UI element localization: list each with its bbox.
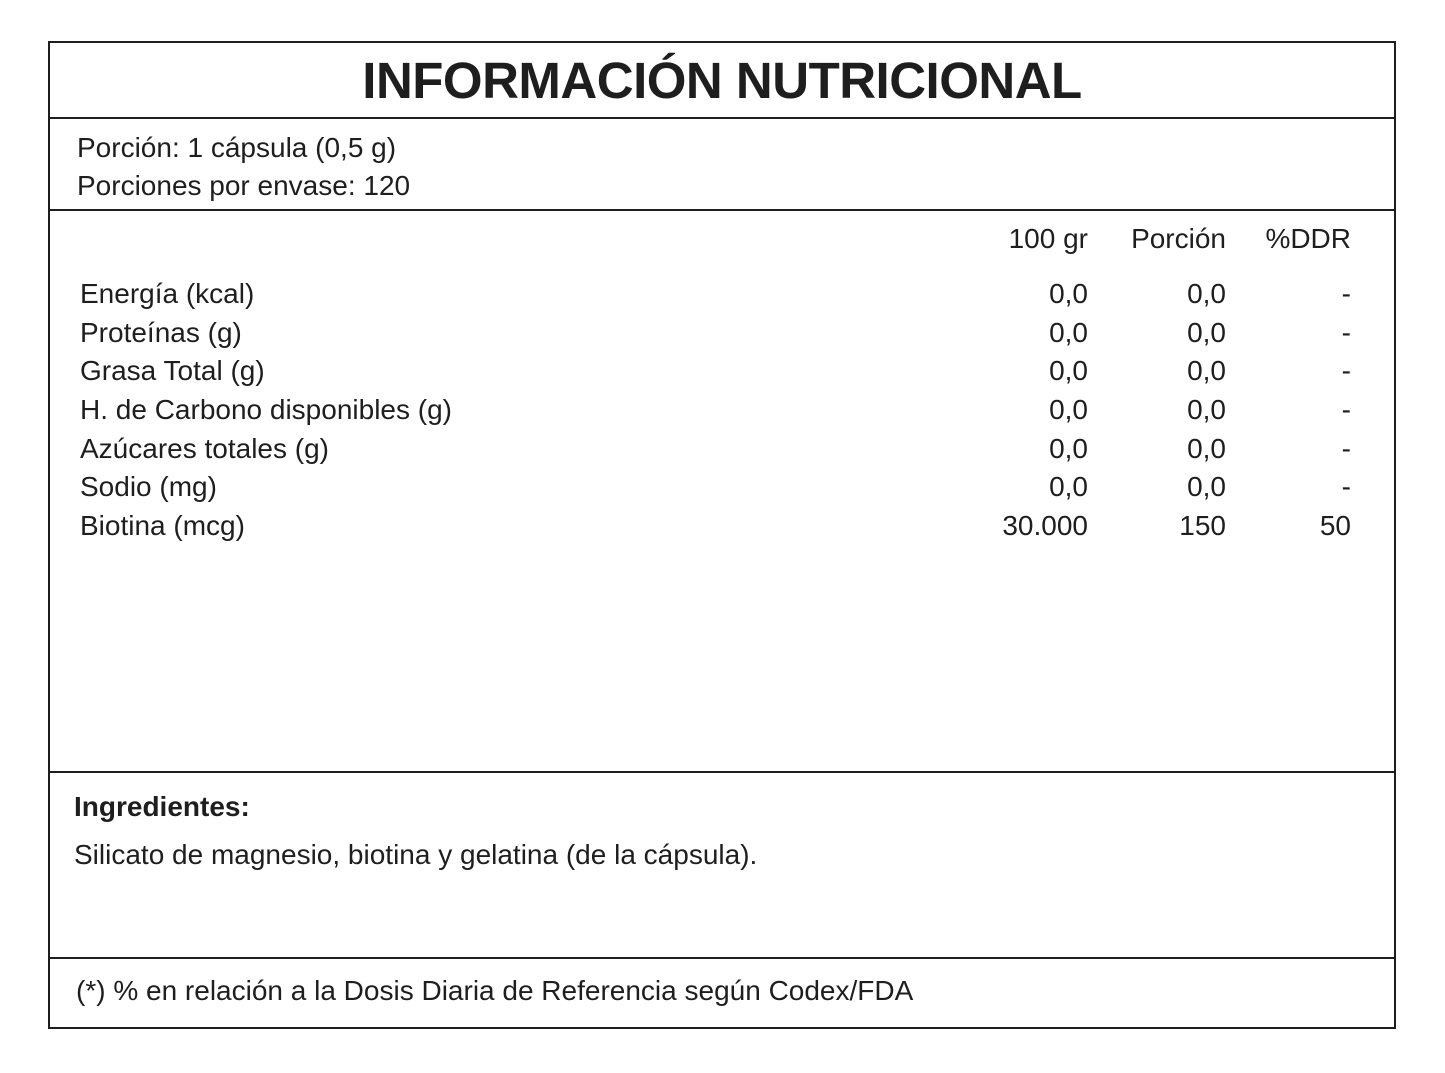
- nutrient-name: Sodio (mg): [80, 471, 217, 503]
- nutrient-value-100gr: 0,0: [1049, 471, 1088, 503]
- column-header-ddr: %DDR: [1265, 223, 1351, 254]
- nutrient-value-ddr: -: [1341, 278, 1351, 309]
- nutrient-value-ddr: -: [1341, 471, 1351, 503]
- ingredients-heading: Ingredientes:: [74, 791, 250, 822]
- nutrient-value-porcion: 150: [1179, 510, 1226, 542]
- nutrient-value-porcion: 0,0: [1187, 471, 1226, 503]
- label-title: INFORMACIÓN NUTRICIONAL: [362, 52, 1082, 109]
- nutrition-table: [50, 211, 1394, 773]
- column-header-100gr: 100 gr: [1008, 223, 1088, 254]
- serving-section: [50, 119, 1394, 211]
- nutrient-row-proteinas: [50, 314, 1394, 353]
- nutrient-value-ddr: -: [1341, 355, 1351, 387]
- nutrient-value-porcion: 0,0: [1187, 355, 1226, 387]
- ingredients-section: [50, 773, 1394, 959]
- nutrient-value-ddr: -: [1341, 316, 1351, 348]
- column-header-porcion: Porción: [1131, 223, 1226, 254]
- footnote-section: [50, 959, 1394, 1029]
- nutrient-name: Proteínas (g): [80, 316, 242, 348]
- servings-per-container: Porciones por envase: 120: [77, 170, 411, 201]
- nutrient-value-porcion: 0,0: [1187, 432, 1226, 464]
- nutrient-row-carbohidratos: [50, 391, 1394, 430]
- nutrient-name: Grasa Total (g): [80, 355, 265, 387]
- nutrient-name: Energía (kcal): [80, 278, 255, 309]
- nutrient-name: H. de Carbono disponibles (g): [80, 394, 452, 426]
- serving-size: Porción: 1 cápsula (0,5 g): [77, 132, 397, 163]
- nutrient-row-grasa-total: [50, 352, 1394, 391]
- nutrient-value-100gr: 0,0: [1049, 278, 1088, 309]
- nutrient-value-ddr: -: [1341, 394, 1351, 426]
- nutrient-value-porcion: 0,0: [1187, 394, 1226, 426]
- footnote-text: (*) % en relación a la Dosis Diaria de Referencia según Codex/FDA: [76, 975, 914, 1006]
- ingredients-text: Silicato de magnesio, biotina y gelatina (de la cápsula).: [74, 839, 758, 870]
- nutrient-value-100gr: 30.000: [1002, 510, 1088, 542]
- nutrient-row-biotina: [50, 507, 1394, 546]
- nutrient-row-sodio: [50, 468, 1394, 507]
- nutrient-rows: [50, 275, 1394, 546]
- nutrient-name: Biotina (mcg): [80, 510, 245, 542]
- nutrient-row-energia: [50, 275, 1394, 314]
- nutrient-value-ddr: 50: [1319, 510, 1351, 542]
- nutrient-name: Azúcares totales (g): [80, 432, 329, 464]
- nutrient-value-100gr: 0,0: [1049, 394, 1088, 426]
- nutrient-value-100gr: 0,0: [1049, 316, 1088, 348]
- nutrient-value-ddr: -: [1341, 432, 1351, 464]
- nutrition-label: [48, 41, 1396, 1029]
- title-section: [50, 43, 1394, 119]
- nutrient-value-porcion: 0,0: [1187, 316, 1226, 348]
- nutrient-value-100gr: 0,0: [1049, 355, 1088, 387]
- nutrient-value-porcion: 0,0: [1187, 278, 1226, 309]
- nutrient-value-100gr: 0,0: [1049, 432, 1088, 464]
- nutrient-row-azucares: [50, 430, 1394, 469]
